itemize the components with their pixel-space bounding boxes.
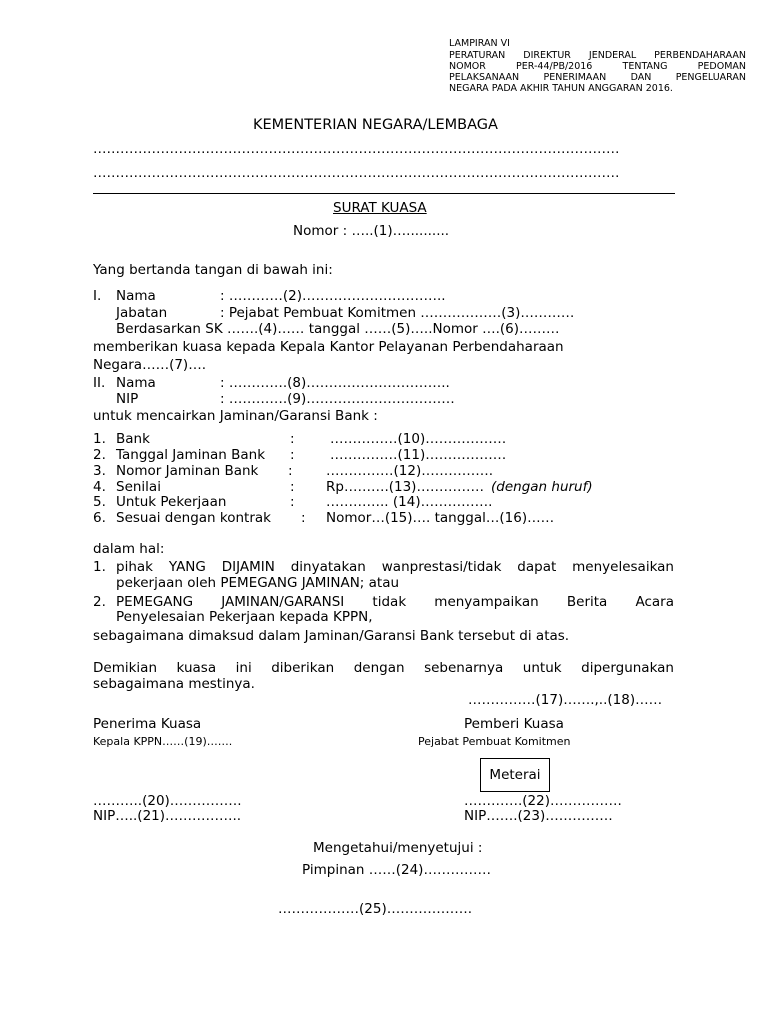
penerima-nip: NIP…..(21)…………….. bbox=[93, 808, 242, 824]
jabatan-label: Jabatan bbox=[116, 305, 168, 321]
list-item-label: Bank bbox=[116, 431, 150, 447]
header-rule bbox=[93, 193, 675, 194]
nama-label: Nama bbox=[116, 375, 156, 391]
lampiran-line: NEGARA PADA AKHIR TAHUN ANGGARAN 2016. bbox=[449, 83, 673, 94]
list-item-value: ……………(12)……………. bbox=[326, 463, 494, 479]
kuasa-text: memberikan kuasa kepada Kepala Kantor Pelayanan Perbendaharaan bbox=[93, 339, 564, 355]
list-item-label: Tanggal Jaminan Bank bbox=[116, 447, 266, 463]
intro-text: Yang bertanda tangan di bawah ini: bbox=[93, 262, 333, 278]
nip-label: NIP bbox=[116, 391, 139, 407]
list-item-label: Senilai bbox=[116, 479, 161, 495]
roman-numeral: II. bbox=[93, 375, 106, 391]
kementerian-title: KEMENTERIAN NEGARA/LEMBAGA bbox=[253, 117, 498, 133]
list-item-value: Nomor…(15)…. tanggal…(16)…… bbox=[326, 510, 555, 526]
kuasa-text: Negara……(7)…. bbox=[93, 357, 206, 373]
list-item-value: ……………(11)……………… bbox=[330, 447, 507, 463]
nomor-line: Nomor : …..(1)….......... bbox=[293, 223, 450, 239]
nama-value: : ………….(8)………………………….. bbox=[220, 375, 450, 391]
condition-num: 1. bbox=[93, 559, 106, 575]
mengetahui-label: Mengetahui/menyetujui : bbox=[313, 840, 483, 856]
roman-numeral: I. bbox=[93, 288, 102, 304]
demikian-text: sebagaimana mestinya. bbox=[93, 676, 255, 692]
nama-label: Nama bbox=[116, 288, 156, 304]
penerima-kuasa-sub: Kepala KPPN……(19)……. bbox=[93, 735, 233, 748]
nip-value: : ………….(9)…………………………… bbox=[220, 391, 455, 407]
list-item-value: ……………(10)……………… bbox=[330, 431, 507, 447]
list-item-num: 6. bbox=[93, 510, 106, 526]
penerima-kuasa-title: Penerima Kuasa bbox=[93, 716, 202, 732]
list-item-colon: : bbox=[290, 431, 295, 447]
pemberi-kuasa-title: Pemberi Kuasa bbox=[464, 716, 564, 732]
dotted-line: ……………………………………………………………………………………………………… bbox=[93, 141, 620, 157]
lampiran-line: PERATURAN DIREKTUR JENDERAL PERBENDAHARAAN bbox=[449, 50, 746, 61]
condition-num: 2. bbox=[93, 594, 106, 610]
pemberi-nip: NIP…….(23)…………… bbox=[464, 808, 613, 824]
list-item-num: 4. bbox=[93, 479, 106, 495]
list-item-num: 2. bbox=[93, 447, 106, 463]
list-item-colon: : bbox=[288, 463, 293, 479]
place-date: ……………(17)…….,..(18)…… bbox=[468, 692, 663, 708]
condition-text: pihak YANG DIJAMIN dinyatakan wanprestasi/tidak dapat menyelesaikan bbox=[116, 559, 674, 575]
surat-kuasa-title: SURAT KUASA bbox=[333, 200, 427, 216]
dalam-hal-label: dalam hal: bbox=[93, 541, 165, 557]
pemberi-name: ………….(22)……………. bbox=[464, 793, 622, 809]
lampiran-line: PELAKSANAAN PENERIMAAN DAN PENGELUARAN bbox=[449, 72, 746, 83]
list-item-label: Sesuai dengan kontrak bbox=[116, 510, 271, 526]
condition-text: PEMEGANG JAMINAN/GARANSI tidak menyampaikan Berita Acara bbox=[116, 594, 674, 610]
pimpinan-name: ………………(25)………………. bbox=[278, 901, 473, 917]
lampiran-label: LAMPIRAN VI bbox=[449, 38, 510, 49]
meterai-label: Meterai bbox=[489, 767, 541, 783]
list-item-colon: : bbox=[290, 479, 295, 495]
list-item-label: Untuk Pekerjaan bbox=[116, 494, 227, 510]
lampiran-line: NOMOR PER-44/PB/2016 TENTANG PEDOMAN bbox=[449, 61, 746, 72]
condition-text: pekerjaan oleh PEMEGANG JAMINAN; atau bbox=[116, 575, 400, 591]
list-item-num: 3. bbox=[93, 463, 106, 479]
list-item-colon: : bbox=[290, 447, 295, 463]
nama-value: : …………(2)………………………….. bbox=[220, 288, 446, 304]
pencairan-intro: untuk mencairkan Jaminan/Garansi Bank : bbox=[93, 408, 378, 424]
condition-text: Penyelesaian Pekerjaan kepada KPPN, bbox=[116, 609, 373, 625]
sk-line: Berdasarkan SK …….(4)…… tanggal ……(5)…..Nomor ….(6)……… bbox=[116, 321, 560, 337]
list-item-label: Nomor Jaminan Bank bbox=[116, 463, 259, 479]
list-item-colon: : bbox=[290, 494, 295, 510]
list-item-colon: : bbox=[301, 510, 306, 526]
pimpinan-label: Pimpinan ……(24)…………… bbox=[302, 862, 491, 878]
list-item-value: ………….. (14)……………. bbox=[326, 494, 493, 510]
meterai-box bbox=[480, 758, 550, 792]
list-item-note: (dengan huruf) bbox=[491, 479, 593, 495]
sebagaimana-text: sebagaimana dimaksud dalam Jaminan/Garansi Bank tersebut di atas. bbox=[93, 628, 570, 644]
demikian-text: Demikian kuasa ini diberikan dengan sebenarnya untuk dipergunakan bbox=[93, 660, 674, 676]
list-item-num: 5. bbox=[93, 494, 106, 510]
penerima-name: ………..(20)……………. bbox=[93, 793, 242, 809]
dotted-line: ……………………………………………………………………………………………………… bbox=[93, 165, 620, 181]
pemberi-kuasa-sub: Pejabat Pembuat Komitmen bbox=[418, 735, 571, 748]
jabatan-value: : Pejabat Pembuat Komitmen ………………(3)………… bbox=[220, 305, 575, 321]
list-item-num: 1. bbox=[93, 431, 106, 447]
list-item-value: Rp……….(13)…………… bbox=[326, 479, 484, 495]
